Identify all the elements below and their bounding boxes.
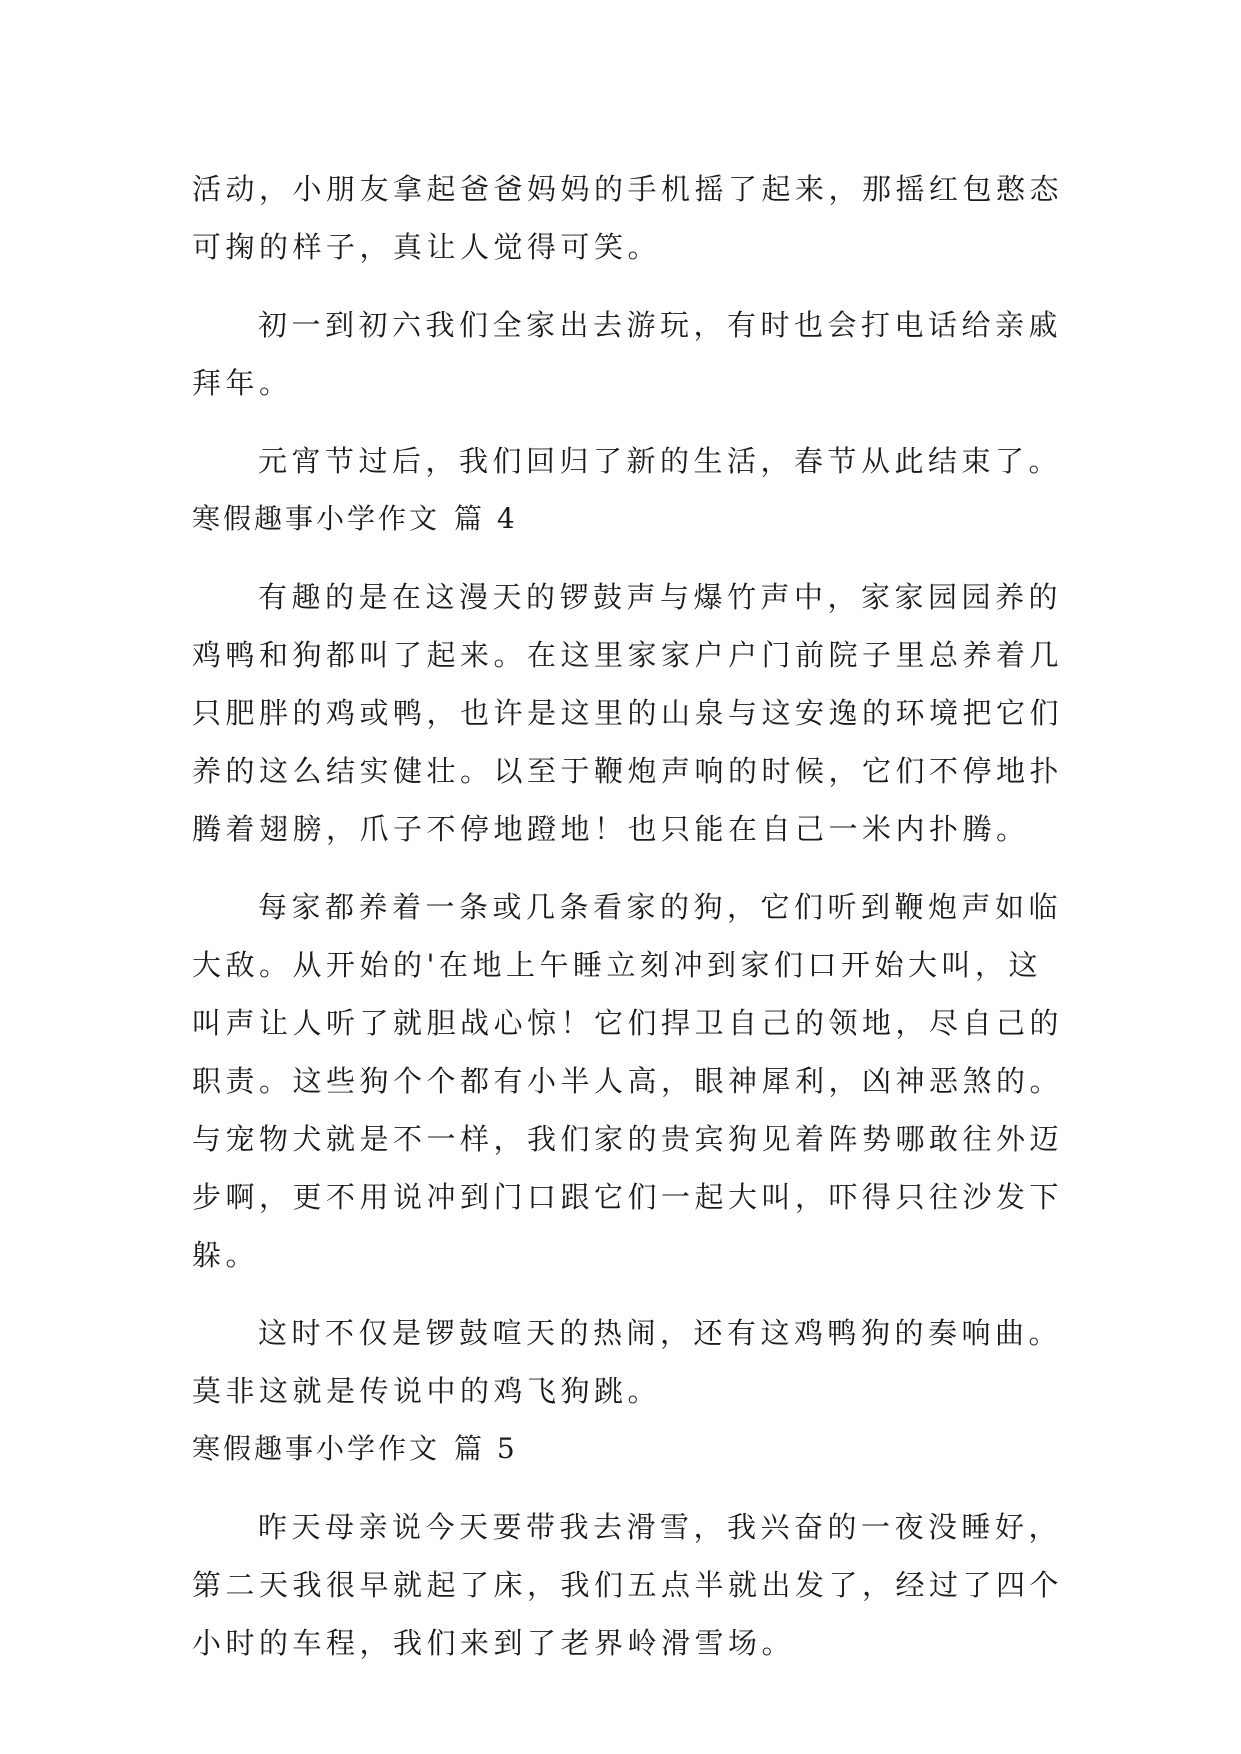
text-line: 元宵节过后，我们回归了新的生活，春节从此结束了。 bbox=[258, 444, 1063, 478]
section-heading bbox=[192, 1420, 1072, 1478]
paragraph bbox=[192, 1498, 1072, 1672]
section-heading bbox=[192, 490, 1072, 548]
text-line: 大敌。从开始的'在地上午睡立刻冲到家们口开始大叫，这 bbox=[192, 948, 1042, 982]
section-number: 篇 4 bbox=[454, 502, 518, 535]
text-line: 莫非这就是传说中的鸡飞狗跳。 bbox=[192, 1374, 662, 1408]
text-line: 叫声让人听了就胆战心惊！它们捍卫自己的领地，尽自己的 bbox=[192, 1006, 1064, 1040]
section-title: 寒假趣事小学作文 bbox=[192, 502, 441, 535]
text-line: 步啊，更不用说冲到门口跟它们一起大叫，吓得只往沙发下 bbox=[192, 1180, 1064, 1214]
text-line: 这时不仅是锣鼓喧天的热闹，还有这鸡鸭狗的奏响曲。 bbox=[258, 1316, 1063, 1350]
text-line: 鸡鸭和狗都叫了起来。在这里家家户户门前院子里总养着几 bbox=[192, 638, 1064, 672]
text-line: 昨天母亲说今天要带我去滑雪，我兴奋的一夜没睡好， bbox=[258, 1510, 1063, 1544]
text-line: 腾着翅膀，爪子不停地蹬地！也只能在自己一米内扑腾。 bbox=[192, 812, 1030, 846]
section-number: 篇 5 bbox=[454, 1432, 518, 1465]
paragraph bbox=[192, 1304, 1072, 1420]
text-line: 活动，小朋友拿起爸爸妈妈的手机摇了起来，那摇红包憨态 bbox=[192, 172, 1064, 206]
text-line: 养的这么结实健壮。以至于鞭炮声响的时候，它们不停地扑 bbox=[192, 754, 1064, 788]
text-line: 拜年。 bbox=[192, 366, 293, 400]
paragraph bbox=[192, 878, 1072, 1284]
text-line: 小时的车程，我们来到了老界岭滑雪场。 bbox=[192, 1626, 796, 1660]
text-line: 有趣的是在这漫天的锣鼓声与爆竹声中，家家园园养的 bbox=[258, 580, 1063, 614]
paragraph bbox=[192, 432, 1072, 490]
text-line: 初一到初六我们全家出去游玩，有时也会打电话给亲戚 bbox=[258, 308, 1063, 342]
text-line: 职责。这些狗个个都有小半人高，眼神犀利，凶神恶煞的。 bbox=[192, 1064, 1064, 1098]
text-line: 躲。 bbox=[192, 1238, 260, 1272]
text-line: 只肥胖的鸡或鸭，也许是这里的山泉与这安逸的环境把它们 bbox=[192, 696, 1064, 730]
paragraph bbox=[192, 160, 1072, 276]
section-title: 寒假趣事小学作文 bbox=[192, 1432, 441, 1465]
paragraph bbox=[192, 296, 1072, 412]
paragraph bbox=[192, 568, 1072, 858]
text-line: 每家都养着一条或几条看家的狗，它们听到鞭炮声如临 bbox=[258, 890, 1063, 924]
text-line: 第二天我很早就起了床，我们五点半就出发了，经过了四个 bbox=[192, 1568, 1064, 1602]
text-line: 与宠物犬就是不一样，我们家的贵宾狗见着阵势哪敢往外迈 bbox=[192, 1122, 1064, 1156]
document-page bbox=[192, 160, 1072, 1672]
text-line: 可掬的样子，真让人觉得可笑。 bbox=[192, 230, 662, 264]
